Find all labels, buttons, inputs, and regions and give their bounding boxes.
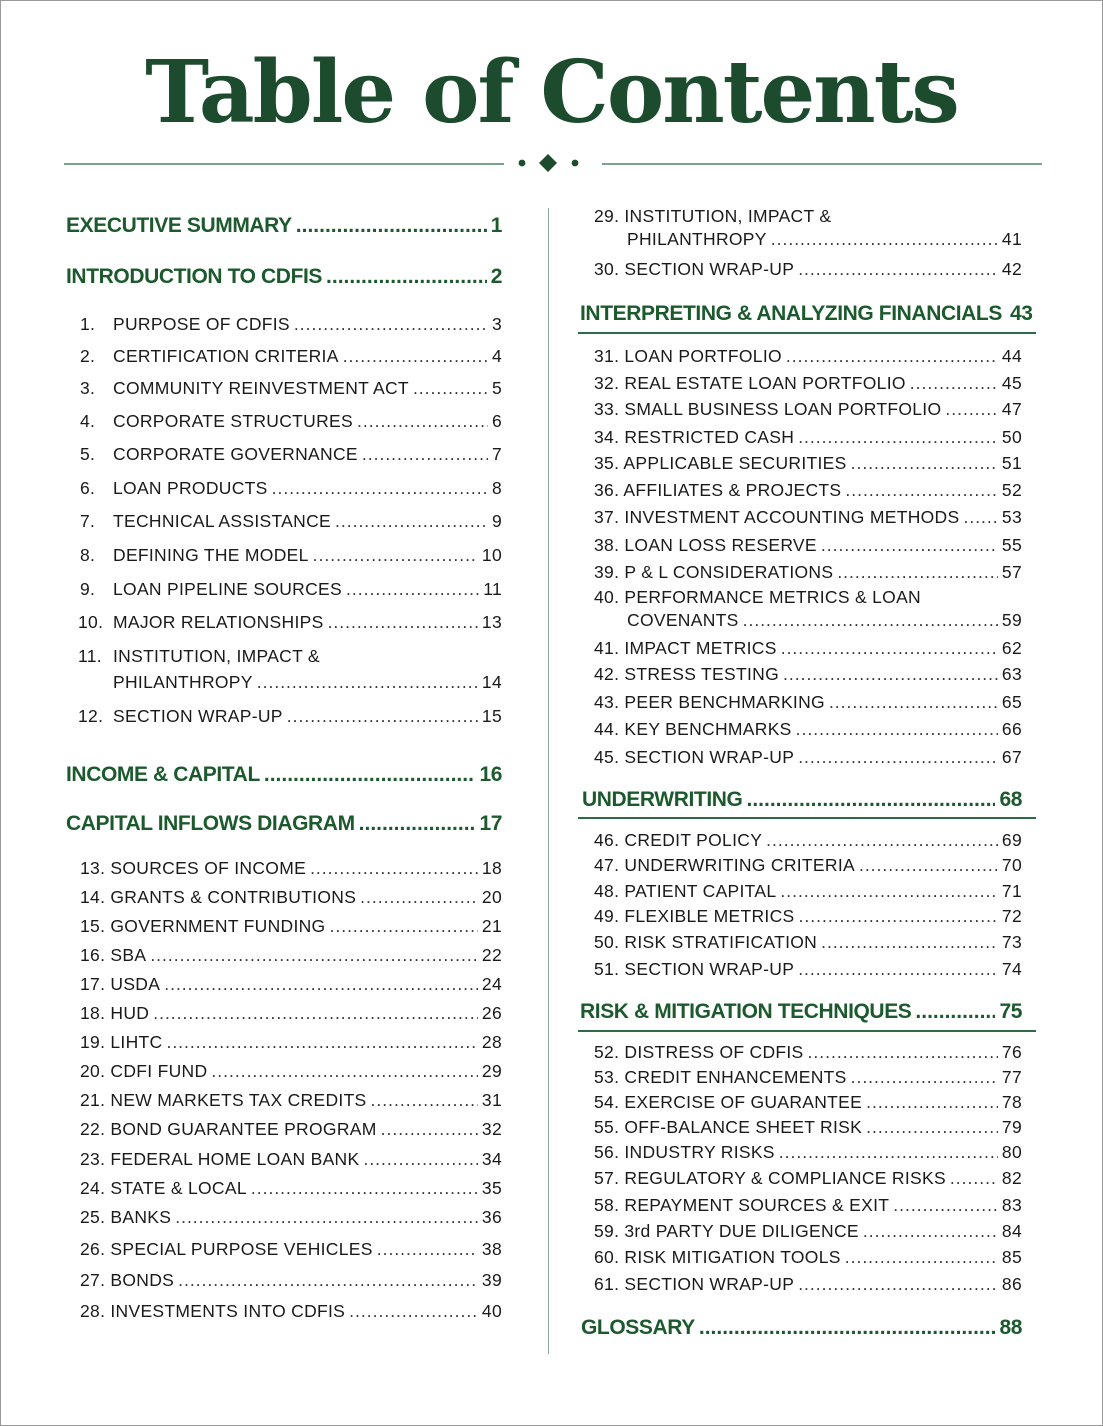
page-number: 34 xyxy=(481,1149,502,1169)
page-number: 18 xyxy=(481,858,502,878)
page-number: 84 xyxy=(1001,1221,1022,1241)
item-number: 4. xyxy=(80,411,96,431)
toc-item[interactable] xyxy=(627,228,1022,250)
page-number: 7 xyxy=(491,444,502,464)
item-label: 26. SPECIAL PURPOSE VEHICLES xyxy=(80,1239,373,1259)
item-label: 53. CREDIT ENHANCEMENTS xyxy=(594,1067,847,1087)
toc-item[interactable] xyxy=(594,718,1022,740)
page-number: 74 xyxy=(1001,959,1022,979)
toc-item[interactable] xyxy=(594,691,1022,713)
toc-item[interactable] xyxy=(80,313,502,335)
page-number: 26 xyxy=(481,1003,502,1023)
leader-dots xyxy=(359,811,476,837)
title-divider-ornament xyxy=(64,154,1042,174)
leader-dots xyxy=(150,944,478,966)
item-label: 49. FLEXIBLE METRICS xyxy=(594,906,795,926)
page-number: 31 xyxy=(481,1090,502,1110)
leader-dots xyxy=(781,637,998,659)
leader-dots xyxy=(950,1167,998,1189)
item-label: 27. BONDS xyxy=(80,1270,175,1290)
item-number: 8. xyxy=(80,545,96,565)
leader-dots xyxy=(821,534,998,556)
leader-dots xyxy=(211,1060,478,1082)
item-label: 34. RESTRICTED CASH xyxy=(594,427,795,447)
toc-item[interactable] xyxy=(78,611,502,633)
toc-item[interactable] xyxy=(594,1116,1022,1138)
item-label: 43. PEER BENCHMARKING xyxy=(594,692,825,712)
toc-item[interactable] xyxy=(80,578,502,600)
item-label: MAJOR RELATIONSHIPS xyxy=(113,612,324,632)
item-label: 19. LIHTC xyxy=(80,1032,163,1052)
toc-item[interactable] xyxy=(80,1269,502,1291)
item-label: 13. SOURCES OF INCOME xyxy=(80,858,307,878)
leader-dots xyxy=(310,857,478,879)
page-number: 76 xyxy=(1001,1042,1022,1062)
page-number: 42 xyxy=(1001,259,1022,279)
toc-item[interactable] xyxy=(594,1066,1022,1088)
leader-dots xyxy=(287,705,478,727)
toc-section-financials[interactable] xyxy=(580,301,1033,327)
toc-item[interactable] xyxy=(627,609,1022,631)
page-number: 3 xyxy=(491,314,502,334)
item-number: 10. xyxy=(78,612,104,632)
page-number: 17 xyxy=(479,812,502,835)
section-rule xyxy=(578,332,1036,334)
leader-dots xyxy=(859,854,998,876)
leader-dots xyxy=(963,506,997,528)
page-number: 85 xyxy=(1001,1247,1022,1267)
page-number: 80 xyxy=(1001,1142,1022,1162)
toc-item[interactable] xyxy=(594,1141,1022,1163)
item-label: 58. REPAYMENT SOURCES & EXIT xyxy=(594,1195,890,1215)
item-label: TECHNICAL ASSISTANCE xyxy=(113,511,331,531)
leader-dots xyxy=(166,1031,477,1053)
toc-item[interactable] xyxy=(80,915,502,937)
column-divider xyxy=(548,208,549,1354)
section-rule xyxy=(578,1030,1036,1032)
leader-dots xyxy=(945,398,998,420)
leader-dots xyxy=(349,1300,478,1322)
toc-item[interactable] xyxy=(594,880,1022,902)
leader-dots xyxy=(851,1066,998,1088)
item-label: 22. BOND GUARANTEE PROGRAM xyxy=(80,1119,377,1139)
page-number: 22 xyxy=(481,945,502,965)
item-label: 54. EXERCISE OF GUARANTEE xyxy=(594,1092,863,1112)
item-number: 2. xyxy=(80,346,96,366)
toc-item[interactable] xyxy=(80,1238,502,1260)
page-number: 40 xyxy=(481,1301,502,1321)
toc-item-label-line1[interactable]: 40. PERFORMANCE METRICS & LOAN xyxy=(594,587,921,607)
page-number: 53 xyxy=(1001,507,1022,527)
item-label: DEFINING THE MODEL xyxy=(113,545,309,565)
leader-dots xyxy=(328,611,478,633)
leader-dots xyxy=(766,829,998,851)
leader-dots xyxy=(799,905,998,927)
page-number: 71 xyxy=(1001,881,1022,901)
page-number: 44 xyxy=(1001,346,1022,366)
leader-dots xyxy=(837,561,998,583)
leader-dots xyxy=(910,372,998,394)
toc-item[interactable] xyxy=(594,663,1022,685)
item-label: 48. PATIENT CAPITAL xyxy=(594,881,777,901)
page-number: 6 xyxy=(491,411,502,431)
toc-item[interactable] xyxy=(594,258,1022,280)
toc-item[interactable] xyxy=(80,345,502,367)
toc-item[interactable] xyxy=(594,1167,1022,1189)
toc-section-glossary[interactable] xyxy=(581,1315,1022,1341)
item-label: COVENANTS xyxy=(627,610,739,630)
leader-dots xyxy=(164,973,478,995)
leader-dots xyxy=(796,718,998,740)
page-number: 82 xyxy=(1001,1168,1022,1188)
toc-item[interactable] xyxy=(80,1060,502,1082)
page-number: 36 xyxy=(481,1207,502,1227)
leader-dots xyxy=(746,787,995,813)
page-number: 4 xyxy=(491,346,502,366)
item-label: 36. AFFILIATES & PROJECTS xyxy=(594,480,842,500)
toc-item[interactable] xyxy=(594,452,1022,474)
page-number: 72 xyxy=(1001,906,1022,926)
item-label: 61. SECTION WRAP-UP xyxy=(594,1274,795,1294)
toc-item[interactable] xyxy=(80,973,502,995)
page-number: 65 xyxy=(1001,692,1022,712)
page-number: 5 xyxy=(491,378,502,398)
item-label: PHILANTHROPY xyxy=(113,672,253,692)
toc-item[interactable] xyxy=(594,905,1022,927)
leader-dots xyxy=(779,1141,998,1163)
toc-item[interactable] xyxy=(78,705,502,727)
toc-item[interactable] xyxy=(80,477,502,499)
leader-dots xyxy=(335,510,488,532)
toc-item[interactable] xyxy=(594,372,1022,394)
page-number: 73 xyxy=(1001,932,1022,952)
page-number: 70 xyxy=(1001,855,1022,875)
leader-dots xyxy=(866,1091,998,1113)
leader-dots xyxy=(272,477,488,499)
leader-dots xyxy=(329,915,477,937)
page-number: 10 xyxy=(481,545,502,565)
page-number: 39 xyxy=(481,1270,502,1290)
page-number: 75 xyxy=(999,1000,1022,1023)
toc-item[interactable] xyxy=(80,443,502,465)
section-label: GLOSSARY xyxy=(581,1316,695,1339)
toc-item[interactable] xyxy=(594,958,1022,980)
toc-item[interactable] xyxy=(594,829,1022,851)
item-number: 7. xyxy=(80,511,96,531)
item-label: LOAN PIPELINE SOURCES xyxy=(113,579,343,599)
toc-item[interactable] xyxy=(594,746,1022,768)
item-label: 38. LOAN LOSS RESERVE xyxy=(594,535,817,555)
toc-item[interactable] xyxy=(80,1148,502,1170)
page-number: 32 xyxy=(481,1119,502,1139)
leader-dots xyxy=(866,1116,998,1138)
leader-dots xyxy=(783,663,998,685)
toc-item[interactable] xyxy=(80,377,502,399)
page-number: 9 xyxy=(491,511,502,531)
item-number: 3. xyxy=(80,378,96,398)
page-number: 77 xyxy=(1001,1067,1022,1087)
page-number: 78 xyxy=(1001,1092,1022,1112)
leader-dots xyxy=(829,691,998,713)
page-number: 21 xyxy=(481,916,502,936)
toc-item[interactable] xyxy=(594,479,1022,501)
item-label: CERTIFICATION CRITERIA xyxy=(113,346,339,366)
item-label: 20. CDFI FUND xyxy=(80,1061,208,1081)
item-label: 57. REGULATORY & COMPLIANCE RISKS xyxy=(594,1168,946,1188)
leader-dots xyxy=(798,746,998,768)
toc-item[interactable] xyxy=(594,345,1022,367)
toc-item[interactable] xyxy=(594,506,1022,528)
leader-dots xyxy=(845,479,998,501)
page-number: 62 xyxy=(1001,638,1022,658)
item-label: 25. BANKS xyxy=(80,1207,172,1227)
item-label: 56. INDUSTRY RISKS xyxy=(594,1142,775,1162)
leader-dots xyxy=(798,258,998,280)
page-number: 66 xyxy=(1001,719,1022,739)
item-label: 28. INVESTMENTS INTO CDFIS xyxy=(80,1301,346,1321)
toc-item[interactable] xyxy=(594,1041,1022,1063)
toc-section-executive-summary[interactable] xyxy=(66,213,502,239)
toc-item[interactable] xyxy=(80,886,502,908)
item-label: SECTION WRAP-UP xyxy=(113,706,283,726)
page-number: 57 xyxy=(1001,562,1022,582)
leader-dots xyxy=(294,313,488,335)
toc-section-risk[interactable] xyxy=(580,999,1022,1025)
leader-dots xyxy=(413,377,488,399)
toc-item[interactable] xyxy=(80,1031,502,1053)
leader-dots xyxy=(153,1002,478,1024)
leader-dots xyxy=(381,1118,478,1140)
toc-item[interactable] xyxy=(594,398,1022,420)
page-number: 47 xyxy=(1001,399,1022,419)
page-number: 11 xyxy=(483,579,502,599)
item-label: 15. GOVERNMENT FUNDING xyxy=(80,916,326,936)
item-label: 42. STRESS TESTING xyxy=(594,664,779,684)
item-number: 1. xyxy=(80,314,96,334)
page-number: 59 xyxy=(1001,610,1022,630)
toc-item[interactable] xyxy=(80,410,502,432)
page-number: 88 xyxy=(999,1316,1022,1339)
item-label: 37. INVESTMENT ACCOUNTING METHODS xyxy=(594,507,960,527)
item-label: CORPORATE GOVERNANCE xyxy=(113,444,358,464)
item-label: 46. CREDIT POLICY xyxy=(594,830,763,850)
toc-item[interactable] xyxy=(80,1300,502,1322)
page-number: 52 xyxy=(1001,480,1022,500)
toc-item[interactable] xyxy=(80,1177,502,1199)
page-number: 1 xyxy=(490,214,502,237)
page-number: 68 xyxy=(999,788,1022,811)
item-label: 32. REAL ESTATE LOAN PORTFOLIO xyxy=(594,373,906,393)
item-label: 33. SMALL BUSINESS LOAN PORTFOLIO xyxy=(594,399,942,419)
page-number: 63 xyxy=(1001,664,1022,684)
toc-item[interactable] xyxy=(80,944,502,966)
page-number: 79 xyxy=(1001,1117,1022,1137)
leader-dots xyxy=(178,1269,478,1291)
section-rule xyxy=(578,817,1036,819)
item-label: 52. DISTRESS OF CDFIS xyxy=(594,1042,804,1062)
item-label: 47. UNDERWRITING CRITERIA xyxy=(594,855,855,875)
item-label: 17. USDA xyxy=(80,974,161,994)
page-number: 50 xyxy=(1001,427,1022,447)
toc-item[interactable] xyxy=(113,671,502,693)
toc-item[interactable] xyxy=(80,857,502,879)
toc-item[interactable] xyxy=(80,1118,502,1140)
page-number: 38 xyxy=(481,1239,502,1259)
toc-section-capital-inflows[interactable] xyxy=(66,811,502,837)
item-label: CORPORATE STRUCTURES xyxy=(113,411,353,431)
leader-dots xyxy=(798,1273,998,1295)
item-label: 14. GRANTS & CONTRIBUTIONS xyxy=(80,887,357,907)
leader-dots xyxy=(780,880,998,902)
leader-dots xyxy=(326,264,487,290)
item-label: 41. IMPACT METRICS xyxy=(594,638,777,658)
leader-dots xyxy=(363,1148,477,1170)
item-label: 51. SECTION WRAP-UP xyxy=(594,959,795,979)
leader-dots xyxy=(893,1194,998,1216)
item-label: 35. APPLICABLE SECURITIES xyxy=(594,453,847,473)
leader-dots xyxy=(346,578,479,600)
toc-item[interactable] xyxy=(80,544,502,566)
toc-item[interactable] xyxy=(594,1194,1022,1216)
leader-dots xyxy=(851,452,998,474)
section-label: EXECUTIVE SUMMARY xyxy=(66,214,292,237)
page-number: 69 xyxy=(1001,830,1022,850)
toc-item[interactable] xyxy=(594,1220,1022,1242)
page-number: 51 xyxy=(1001,453,1022,473)
page-number: 2 xyxy=(490,265,502,288)
page-number: 55 xyxy=(1001,535,1022,555)
item-label: 44. KEY BENCHMARKS xyxy=(594,719,792,739)
page-number: 15 xyxy=(481,706,502,726)
item-label: 23. FEDERAL HOME LOAN BANK xyxy=(80,1149,360,1169)
item-label: 30. SECTION WRAP-UP xyxy=(594,259,795,279)
item-label: 18. HUD xyxy=(80,1003,150,1023)
toc-item[interactable] xyxy=(594,931,1022,953)
leader-dots xyxy=(343,345,488,367)
page-number: 67 xyxy=(1001,747,1022,767)
page-number: 86 xyxy=(1001,1274,1022,1294)
item-label: LOAN PRODUCTS xyxy=(113,478,268,498)
item-label: 16. SBA xyxy=(80,945,147,965)
leader-dots xyxy=(786,345,998,367)
item-label: 31. LOAN PORTFOLIO xyxy=(594,346,782,366)
item-label: 59. 3rd PARTY DUE DILIGENCE xyxy=(594,1221,859,1241)
leader-dots xyxy=(264,762,476,788)
section-label: RISK & MITIGATION TECHNIQUES xyxy=(580,1000,912,1023)
leader-dots xyxy=(377,1238,478,1260)
page-number: 83 xyxy=(1001,1195,1022,1215)
page-number: 20 xyxy=(481,887,502,907)
page-title: Table of Contents xyxy=(145,42,958,143)
item-number: 6. xyxy=(80,478,96,498)
section-label: INCOME & CAPITAL xyxy=(66,763,260,786)
leader-dots xyxy=(798,958,998,980)
toc-item[interactable] xyxy=(594,426,1022,448)
toc-item[interactable] xyxy=(594,637,1022,659)
leader-dots xyxy=(251,1177,478,1199)
item-label: 24. STATE & LOCAL xyxy=(80,1178,247,1198)
leader-dots xyxy=(699,1315,996,1341)
item-label: 45. SECTION WRAP-UP xyxy=(594,747,795,767)
leader-dots xyxy=(915,999,995,1025)
leader-dots xyxy=(743,609,998,631)
leader-dots xyxy=(808,1041,998,1063)
toc-item[interactable] xyxy=(594,1246,1022,1268)
toc-item[interactable] xyxy=(80,1206,502,1228)
item-label: 60. RISK MITIGATION TOOLS xyxy=(594,1247,841,1267)
toc-section-underwriting[interactable] xyxy=(582,787,1022,813)
toc-item[interactable] xyxy=(594,534,1022,556)
page-number: 16 xyxy=(479,763,502,786)
toc-item[interactable] xyxy=(80,1089,502,1111)
item-number: 9. xyxy=(80,579,96,599)
leader-dots xyxy=(771,228,998,250)
toc-item[interactable] xyxy=(80,510,502,532)
item-label: 55. OFF-BALANCE SHEET RISK xyxy=(594,1117,863,1137)
toc-item[interactable] xyxy=(594,561,1022,583)
page-number: 13 xyxy=(481,612,502,632)
toc-item[interactable] xyxy=(594,854,1022,876)
toc-item[interactable] xyxy=(594,1091,1022,1113)
item-label: PURPOSE OF CDFIS xyxy=(113,314,290,334)
item-label: 39. P & L CONSIDERATIONS xyxy=(594,562,834,582)
leader-dots xyxy=(821,931,998,953)
page-number: 14 xyxy=(481,672,502,692)
leader-dots xyxy=(863,1220,998,1242)
toc-item-label-line1[interactable]: INSTITUTION, IMPACT & xyxy=(113,646,320,666)
toc-section-income-capital[interactable] xyxy=(66,762,502,788)
item-label: 21. NEW MARKETS TAX CREDITS xyxy=(80,1090,367,1110)
leader-dots xyxy=(845,1246,998,1268)
section-label: INTERPRETING & ANALYZING FINANCIALS xyxy=(580,302,1002,325)
leader-dots xyxy=(798,426,998,448)
page-number: 41 xyxy=(1001,229,1022,249)
page-number: 8 xyxy=(491,478,502,498)
item-number: 5. xyxy=(80,444,96,464)
item-label: PHILANTHROPY xyxy=(627,229,767,249)
section-label: INTRODUCTION TO CDFIS xyxy=(66,265,323,288)
section-label: CAPITAL INFLOWS DIAGRAM xyxy=(66,812,355,835)
leader-dots xyxy=(296,213,487,239)
leader-dots xyxy=(362,443,488,465)
page-number: 29 xyxy=(481,1061,502,1081)
item-label: 50. RISK STRATIFICATION xyxy=(594,932,818,952)
page-number: 45 xyxy=(1001,373,1022,393)
leader-dots xyxy=(357,410,488,432)
toc-item-number: 11. xyxy=(78,646,102,666)
toc-item[interactable] xyxy=(594,1273,1022,1295)
leader-dots xyxy=(175,1206,478,1228)
toc-item-label-line1[interactable]: 29. INSTITUTION, IMPACT & xyxy=(594,206,832,226)
item-label: COMMUNITY REINVESTMENT ACT xyxy=(113,378,409,398)
page-number: 35 xyxy=(481,1178,502,1198)
leader-dots xyxy=(371,1089,478,1111)
leader-dots xyxy=(313,544,478,566)
page-number: 28 xyxy=(481,1032,502,1052)
section-label: UNDERWRITING xyxy=(582,788,743,811)
page-number: 24 xyxy=(481,974,502,994)
item-number: 12. xyxy=(78,706,104,726)
page-number: 43 xyxy=(1009,302,1033,325)
leader-dots xyxy=(257,671,478,693)
toc-section-introduction[interactable] xyxy=(66,264,502,290)
leader-dots xyxy=(360,886,478,908)
toc-item[interactable] xyxy=(80,1002,502,1024)
